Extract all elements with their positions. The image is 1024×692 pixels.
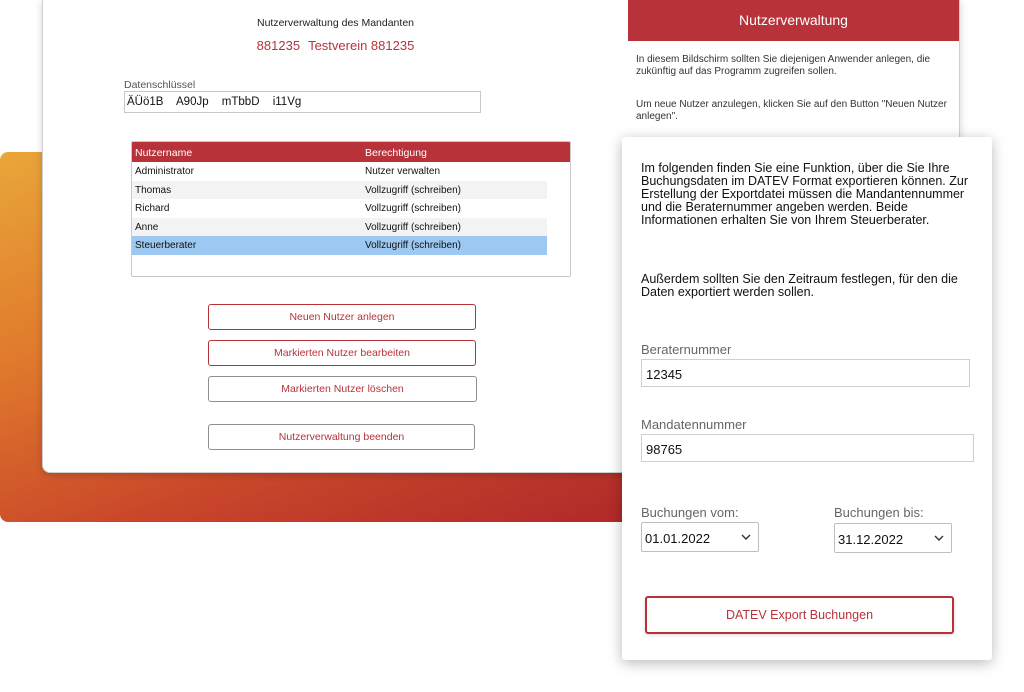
side-panel-text-2: Um neue Nutzer anzulegen, klicken Sie auf den Button "Neuen Nutzer anlegen". xyxy=(636,99,947,122)
mandatennummer-label: Mandatennummer xyxy=(641,417,747,432)
new-user-button[interactable]: Neuen Nutzer anlegen xyxy=(208,304,476,330)
datev-export-panel xyxy=(622,137,992,660)
mandatennummer-input[interactable]: 98765 xyxy=(641,434,974,462)
export-period-text: Außerdem sollten Sie den Zeitraum festlegen, für den die Daten exportiert werden sollen. xyxy=(641,272,958,299)
delete-user-button[interactable]: Markierten Nutzer löschen xyxy=(208,376,477,402)
table-header xyxy=(132,142,570,162)
table-row[interactable] xyxy=(132,162,547,181)
beraternummer-label: Beraternummer xyxy=(641,342,732,357)
row-permission: Vollzugriff (schreiben) xyxy=(365,240,461,251)
column-header-permission[interactable]: Berechtigung xyxy=(365,147,427,159)
row-username: Richard xyxy=(135,203,170,214)
datev-export-button[interactable]: DATEV Export Buchungen xyxy=(645,596,954,634)
row-username: Administrator xyxy=(135,166,194,177)
table-row[interactable] xyxy=(132,218,547,237)
client-id: 881235 xyxy=(256,38,301,53)
user-table xyxy=(131,141,571,277)
side-panel-text-1: In diesem Bildschirm sollten Sie diejenigen Anwender anlegen, die zukünftig auf das Programm zugreifen sollen. xyxy=(636,54,931,77)
row-username: Anne xyxy=(135,221,159,233)
buchungen-bis-label: Buchungen bis: xyxy=(834,505,924,520)
buchungen-bis-value: 31.12.2022 xyxy=(838,532,904,547)
close-user-management-button[interactable]: Nutzerverwaltung beenden xyxy=(208,424,475,450)
datenschluessel-label: Datenschlüssel xyxy=(124,79,196,91)
datenschluessel-field[interactable]: ÄÜö1B A90Jp mTbbD i11Vg xyxy=(124,91,481,113)
table-row[interactable] xyxy=(132,181,547,200)
beraternummer-input[interactable]: 12345 xyxy=(641,359,970,387)
client-name: Testverein 881235 xyxy=(308,38,415,53)
side-panel-header: Nutzerverwaltung xyxy=(628,0,959,41)
edit-user-button[interactable]: Markierten Nutzer bearbeiten xyxy=(208,340,476,366)
chevron-down-icon xyxy=(741,534,751,540)
row-permission: Vollzugriff (schreiben) xyxy=(365,203,461,214)
buchungen-vom-label: Buchungen vom: xyxy=(641,505,739,520)
column-header-username[interactable]: Nutzername xyxy=(135,147,193,159)
table-row-selected[interactable] xyxy=(132,236,547,255)
export-intro-text: Im folgenden finden Sie eine Funktion, über die Sie Ihre Buchungsdaten im DATEV Format exportieren können. Zur Erstellung der Exportdatei müssen die Mandantennummer und die Beraternummer angeben werden. Beide Informationen erhalten Sie von Ihrem Steuerberater. xyxy=(641,161,969,227)
row-username: Thomas xyxy=(135,184,172,196)
row-permission: Vollzugriff (schreiben) xyxy=(365,221,461,233)
table-row[interactable] xyxy=(132,199,547,218)
row-permission: Nutzer verwalten xyxy=(365,166,441,177)
buchungen-vom-value: 01.01.2022 xyxy=(645,531,711,546)
window-title: Nutzerverwaltung des Mandanten xyxy=(256,17,414,29)
chevron-down-icon xyxy=(934,535,944,541)
buchungen-vom-select[interactable] xyxy=(641,522,759,552)
row-username: Steuerberater xyxy=(135,240,197,251)
row-permission: Vollzugriff (schreiben) xyxy=(365,184,461,196)
client-info xyxy=(43,38,628,53)
buchungen-bis-select[interactable] xyxy=(834,523,952,553)
